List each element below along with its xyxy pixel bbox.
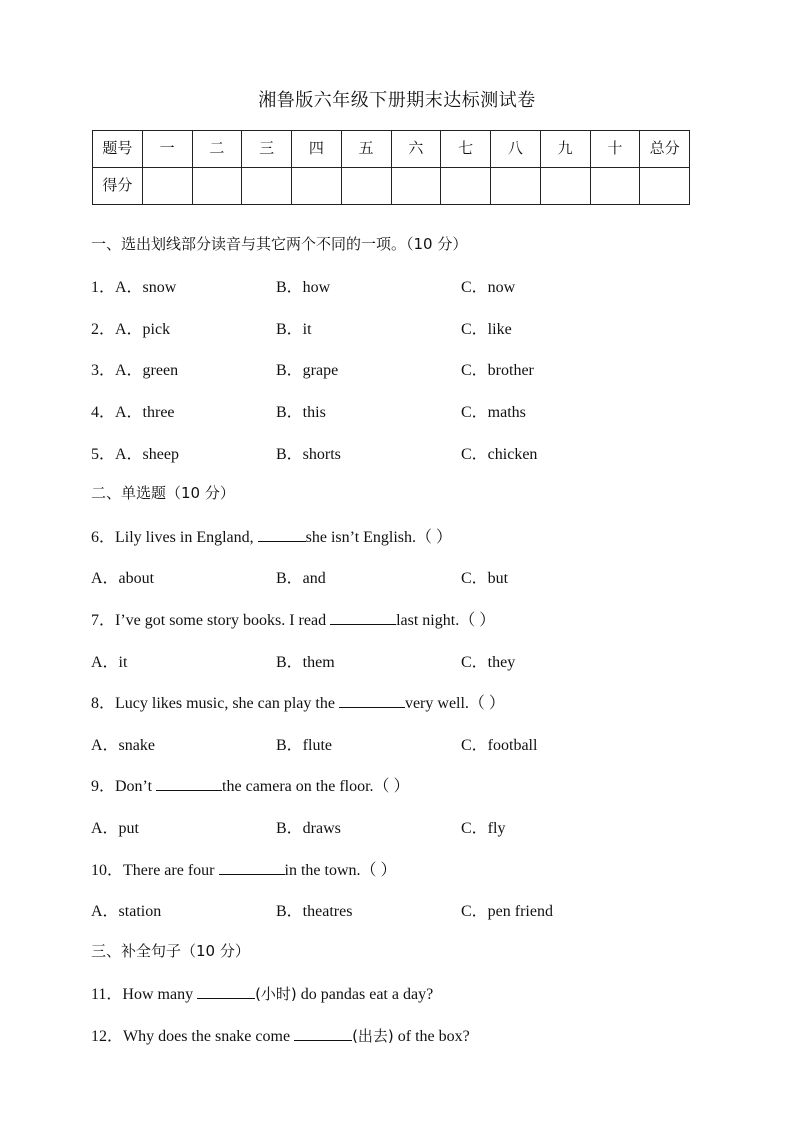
score-header-cell: 六 <box>391 131 441 168</box>
question-text: of the box? <box>397 1028 470 1045</box>
answer-blank[interactable] <box>339 693 405 708</box>
option-b[interactable]: B．draws <box>276 820 341 837</box>
question-stem <box>91 524 452 547</box>
option-c[interactable]: C．fly <box>461 820 506 837</box>
score-header-cell: 题号 <box>93 131 143 168</box>
question-stem <box>91 690 505 713</box>
question-row <box>0 316 794 340</box>
option-c[interactable]: C．but <box>461 570 509 587</box>
option-a[interactable]: 4．A．three <box>91 404 175 421</box>
question-text: 8．Lucy likes music, she can play the <box>91 695 335 712</box>
question-stem <box>91 857 397 880</box>
question-text: 12．Why does the snake come <box>91 1028 291 1045</box>
question-row <box>0 274 794 298</box>
option-a[interactable]: A．station <box>91 903 162 920</box>
option-c[interactable]: C．like <box>461 321 512 338</box>
question-row <box>0 399 794 423</box>
score-cell[interactable] <box>242 168 292 205</box>
score-cell[interactable] <box>540 168 590 205</box>
answer-blank[interactable] <box>197 984 255 999</box>
score-cell[interactable] <box>292 168 342 205</box>
option-b[interactable]: B．shorts <box>276 446 341 463</box>
score-row-label: 得分 <box>93 168 143 205</box>
score-table-header-row <box>93 131 690 168</box>
hint-text: (小时) <box>255 985 297 1003</box>
question-text: she isn’t English.（ ） <box>305 529 453 546</box>
answer-blank[interactable] <box>330 610 396 625</box>
section-heading-3: 三、补全句子（10 分） <box>91 942 250 960</box>
option-a[interactable]: 3．A．green <box>91 362 179 379</box>
answer-blank[interactable] <box>156 776 222 791</box>
question-row <box>0 441 794 465</box>
option-b[interactable]: B．flute <box>276 737 332 754</box>
options-row <box>0 815 794 839</box>
option-c[interactable]: C．brother <box>461 362 534 379</box>
question-stem <box>91 981 433 1004</box>
section-heading-1: 一、选出划线部分读音与其它两个不同的一项。（10 分） <box>91 235 468 253</box>
score-header-cell: 五 <box>341 131 391 168</box>
score-cell[interactable] <box>590 168 640 205</box>
score-cell[interactable] <box>640 168 690 205</box>
question-stem <box>91 607 495 630</box>
score-cell[interactable] <box>391 168 441 205</box>
option-b[interactable]: B．grape <box>276 362 339 379</box>
question-text: last night.（ ） <box>396 612 496 629</box>
question-text: very well.（ ） <box>404 695 505 712</box>
section-heading-2: 二、单选题（10 分） <box>91 484 235 502</box>
option-b[interactable]: B．how <box>276 279 331 296</box>
question-text: 6．Lily lives in England, <box>91 529 254 546</box>
option-c[interactable]: C．football <box>461 737 538 754</box>
score-header-cell: 十 <box>590 131 640 168</box>
options-row <box>0 898 794 922</box>
question-text: 7．I’ve got some story books. I read <box>91 612 327 629</box>
option-c[interactable]: C．pen friend <box>461 903 553 920</box>
score-cell[interactable] <box>341 168 391 205</box>
question-row <box>0 357 794 381</box>
option-a[interactable]: A．about <box>91 570 155 587</box>
option-b[interactable]: B．theatres <box>276 903 353 920</box>
score-header-cell: 总分 <box>640 131 690 168</box>
option-b[interactable]: B．it <box>276 321 312 338</box>
option-c[interactable]: C．chicken <box>461 446 538 463</box>
question-text: 9．Don’t <box>91 778 153 795</box>
score-header-cell: 九 <box>540 131 590 168</box>
answer-blank[interactable] <box>294 1026 352 1041</box>
options-row <box>0 649 794 673</box>
option-a[interactable]: A．snake <box>91 737 155 754</box>
score-header-cell: 三 <box>242 131 292 168</box>
question-stem <box>91 773 410 796</box>
option-c[interactable]: C．now <box>461 279 516 296</box>
score-header-cell: 八 <box>491 131 541 168</box>
question-text: 11．How many <box>91 986 194 1003</box>
score-cell[interactable] <box>142 168 192 205</box>
hint-text: (出去) <box>352 1027 394 1045</box>
option-a[interactable]: 1．A．snow <box>91 279 177 296</box>
options-row <box>0 732 794 756</box>
score-cell[interactable] <box>491 168 541 205</box>
option-a[interactable]: 5．A．sheep <box>91 446 179 463</box>
question-text: in the town.（ ） <box>284 862 397 879</box>
score-table-score-row <box>93 168 690 205</box>
score-table <box>92 130 690 205</box>
score-cell[interactable] <box>192 168 242 205</box>
option-b[interactable]: B．and <box>276 570 326 587</box>
option-b[interactable]: B．this <box>276 404 326 421</box>
options-row <box>0 565 794 589</box>
option-c[interactable]: C．maths <box>461 404 526 421</box>
option-a[interactable]: A．put <box>91 820 140 837</box>
score-header-cell: 一 <box>142 131 192 168</box>
score-header-cell: 二 <box>192 131 242 168</box>
score-header-cell: 四 <box>292 131 342 168</box>
option-a[interactable]: A．it <box>91 654 128 671</box>
answer-blank[interactable] <box>219 860 285 875</box>
answer-blank[interactable] <box>258 527 306 542</box>
option-b[interactable]: B．them <box>276 654 335 671</box>
score-cell[interactable] <box>441 168 491 205</box>
question-text: the camera on the floor.（ ） <box>222 778 410 795</box>
question-text: do pandas eat a day? <box>300 986 434 1003</box>
question-text: 10．There are four <box>91 862 215 879</box>
score-header-cell: 七 <box>441 131 491 168</box>
option-a[interactable]: 2．A．pick <box>91 321 171 338</box>
option-c[interactable]: C．they <box>461 654 516 671</box>
question-stem <box>91 1023 470 1046</box>
page-title: 湘鲁版六年级下册期末达标测试卷 <box>258 90 536 111</box>
